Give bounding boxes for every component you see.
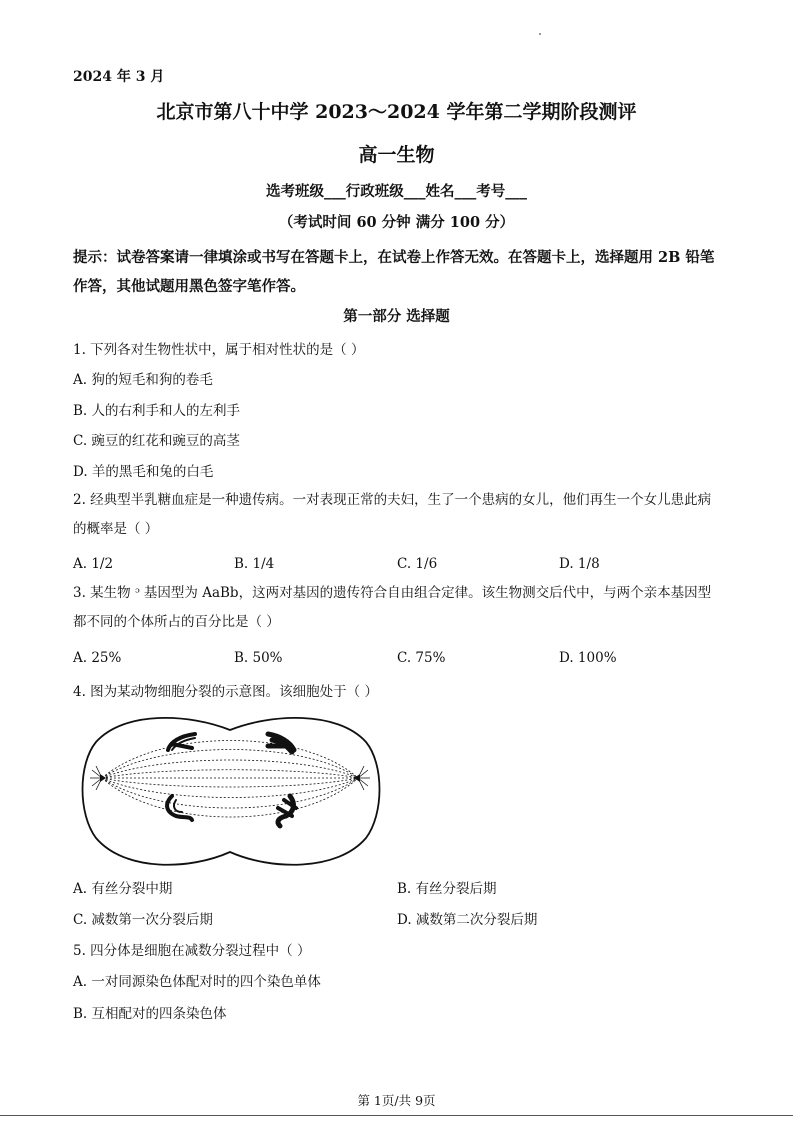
- question-3-option-c: C. 75%: [397, 650, 446, 666]
- question-4-option-d: D. 减数第二次分裂后期: [397, 912, 538, 928]
- question-2-option-a: A. 1/2: [73, 556, 114, 572]
- question-3-option-a: A. 25%: [73, 650, 122, 666]
- scan-speck: [539, 33, 541, 35]
- chromosome-bottom-right: [278, 796, 296, 826]
- question-2-option-c: C. 1/6: [397, 556, 438, 572]
- page-footer: 第 1页/共 9页: [357, 1093, 436, 1108]
- question-3-stem: 3. 某生物 ᵓ 基因型为 AaBb，这两对基因的遗传符合自由组合定律。该生物测交后代中，与两个亲本基因型都不同的个体所占的百分比是（ ）: [73, 585, 712, 630]
- question-1-stem: 1. 下列各对生物性状中，属于相对性状的是（ ）: [73, 342, 365, 358]
- question-5-option-b: B. 互相配对的四条染色体: [73, 1006, 227, 1022]
- question-2-option-d: D. 1/8: [559, 556, 600, 572]
- question-4-option-a: A. 有丝分裂中期: [73, 881, 173, 897]
- student-info-fields: 选考班级___行政班级___姓名___考号___: [266, 183, 527, 200]
- question-2-stem: 2. 经典型半乳糖血症是一种遗传病。一对表现正常的夫妇，生了一个患病的女儿，他们再生一个女儿患此病的概率是（ ）: [73, 492, 712, 537]
- question-5-option-a: A. 一对同源染色体配对时的四个染色单体: [73, 974, 321, 990]
- question-1-option-a: A. 狗的短毛和狗的卷毛: [73, 372, 213, 388]
- chromosome-top-left: [168, 734, 195, 750]
- question-4-option-c: C. 减数第一次分裂后期: [73, 912, 213, 928]
- question-1-option-d: D. 羊的黑毛和兔的白毛: [73, 464, 214, 480]
- question-1-option-c: C. 豌豆的红花和豌豆的高茎: [73, 433, 240, 449]
- instructions-tip: 提示：试卷答案请一律填涂或书写在答题卡上，在试卷上作答无效。在答题卡上，选择题用 2B 铅笔作答，其他试题用黑色签字笔作答。: [73, 249, 715, 295]
- chromosome-top-right: [268, 734, 294, 752]
- question-5-stem: 5. 四分体是细胞在减数分裂过程中（ ）: [73, 943, 311, 959]
- exam-date: 2024 年 3 月: [73, 69, 165, 85]
- page-title: 北京市第八十中学 2023～2024 学年第二学期阶段测评: [156, 101, 637, 123]
- time-limit: （考试时间 60 分钟 满分 100 分）: [278, 214, 515, 231]
- cell-division-diagram: [80, 712, 382, 872]
- chromosomes: [167, 734, 296, 826]
- question-4-stem: 4. 图为某动物细胞分裂的示意图。该细胞处于（ ）: [73, 684, 378, 700]
- page-subtitle: 高一生物: [358, 144, 435, 166]
- section-heading: 第一部分 选择题: [343, 308, 450, 325]
- chromosome-bottom-left: [167, 796, 192, 820]
- question-1-option-b: B. 人的右利手和人的左利手: [73, 403, 241, 419]
- question-2-option-b: B. 1/4: [234, 556, 275, 572]
- spindle-fibers: [102, 741, 358, 818]
- question-3-option-d: D. 100%: [559, 650, 617, 666]
- question-3-option-b: B. 50%: [234, 650, 283, 666]
- footer-line: [0, 1115, 793, 1116]
- question-4-option-b: B. 有丝分裂后期: [397, 881, 497, 897]
